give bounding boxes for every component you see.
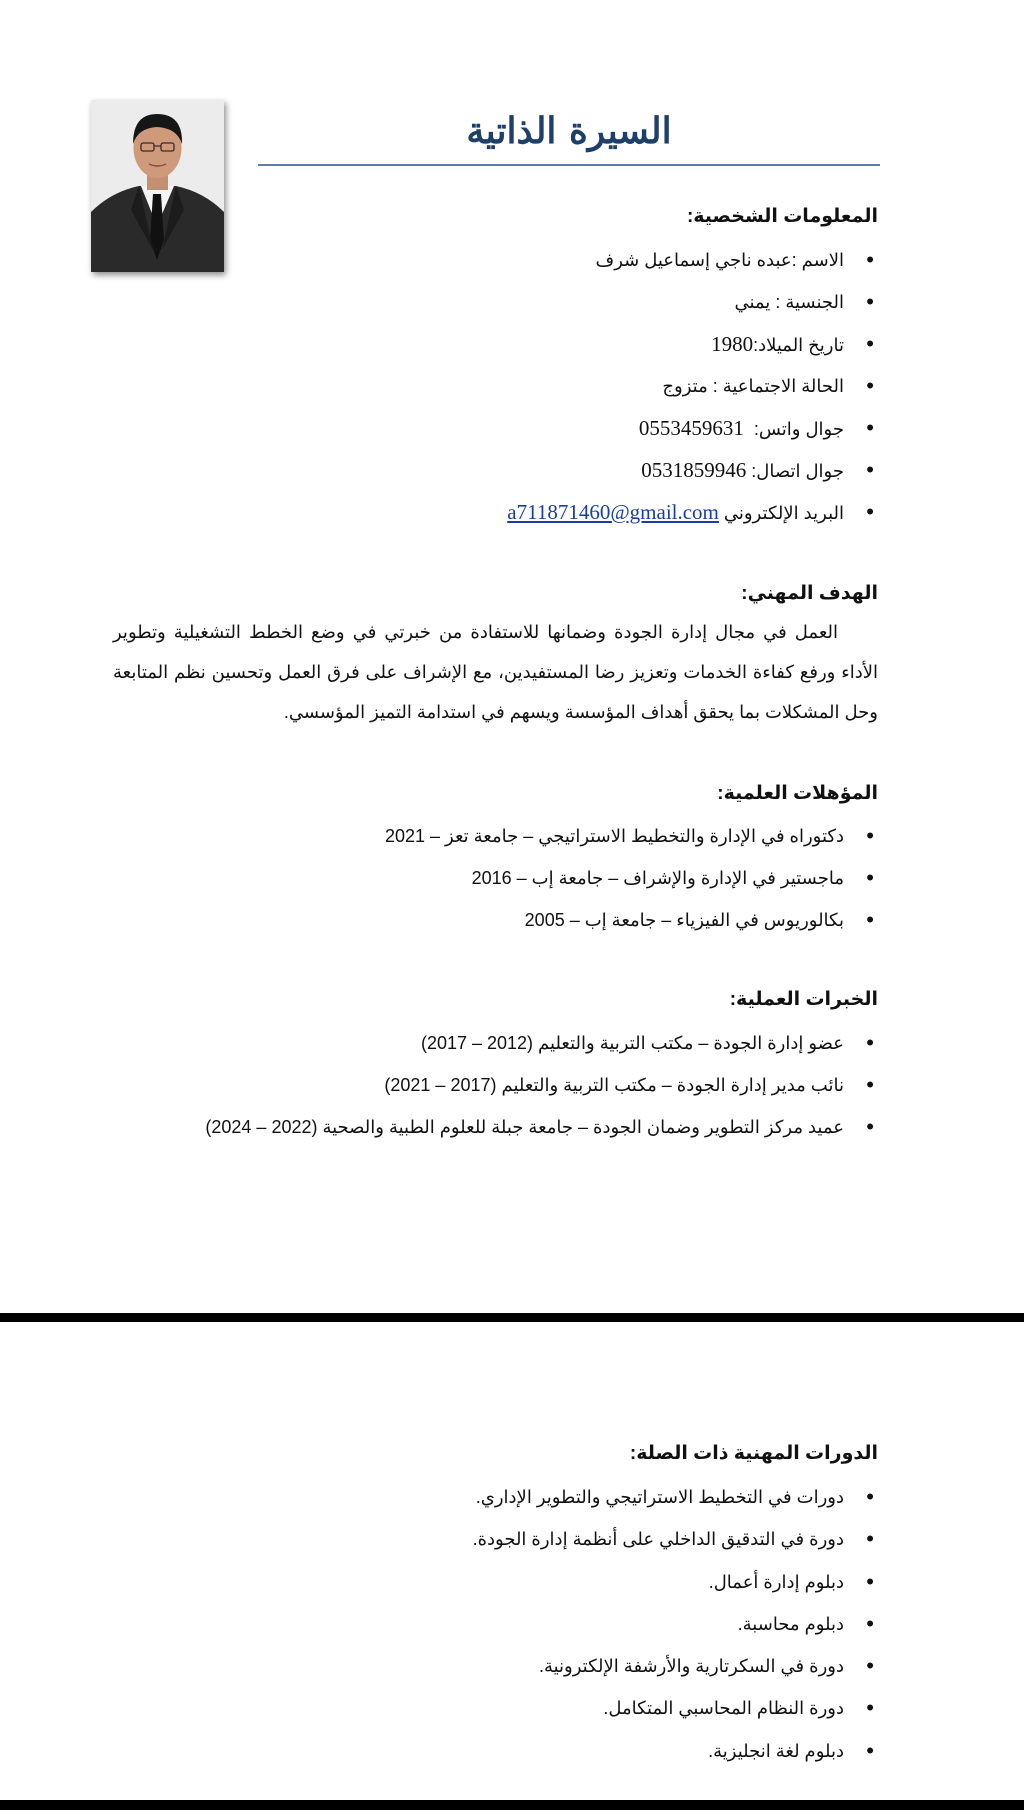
list-item: • دبلوم محاسبة. xyxy=(473,1603,878,1645)
list-item: • دورة في السكرتارية والأرشفة الإلكترونية. xyxy=(473,1645,878,1687)
qualifications-heading: المؤهلات العلمية: xyxy=(717,783,878,804)
list-item-phone: • جوال اتصال: 0531859946 xyxy=(507,449,878,491)
objective-text: العمل في مجال إدارة الجودة وضمانها للاستفادة من خبرتي في وضع الخطط التشغيلية وتطوير الأداء ورفع كفاءة الخدمات وتعزيز رضا المستفيدين، مع الإشراف على فرق العمل وتحسين نظم المتابعة وحل المشكلات بما يحقق أهداف المؤسسة ويسهم في استدامة التميز المؤسسي. xyxy=(113,622,878,722)
list-item: • دكتوراه في الإدارة والتخطيط الاستراتيجي – جامعة تعز – 2021 xyxy=(385,815,878,857)
whatsapp-number: 0553459631 xyxy=(638,416,744,440)
experience-heading: الخبرات العملية: xyxy=(729,989,878,1010)
profile-photo xyxy=(91,100,224,272)
list-item-name: • الاسم :عبده ناجي إسماعيل شرف xyxy=(507,239,878,281)
page-title: السيرة الذاتية xyxy=(258,100,880,166)
list-item: • دبلوم لغة انجليزية. xyxy=(473,1730,878,1772)
list-item: • عميد مركز التطوير وضمان الجودة – جامعة جبلة للعلوم الطبية والصحية (2022 – 2024) xyxy=(205,1106,878,1148)
list-item-marital: • الحالة الاجتماعية : متزوج xyxy=(507,365,878,407)
list-item-nationality: • الجنسية : يمني xyxy=(507,281,878,323)
list-item: • دورات في التخطيط الاستراتيجي والتطوير الإداري. xyxy=(473,1476,878,1518)
list-item-email: • البريد الإلكتروني a711871460@gmail.com xyxy=(507,491,878,533)
experience-list xyxy=(205,1022,878,1148)
cv-page-2 xyxy=(0,1322,1024,1800)
courses-list xyxy=(473,1476,878,1772)
list-item-whatsapp: • جوال واتس: 0553459631 xyxy=(507,407,878,449)
list-item: • دبلوم إدارة أعمال. xyxy=(473,1561,878,1603)
objective-heading: الهدف المهني: xyxy=(741,583,878,604)
list-item: • دورة النظام المحاسبي المتكامل. xyxy=(473,1687,878,1729)
list-item-birth: • تاريخ الميلاد:1980 xyxy=(507,323,878,365)
list-item: • عضو إدارة الجودة – مكتب التربية والتعليم (2012 – 2017) xyxy=(205,1022,878,1064)
list-item: • ماجستير في الإدارة والإشراف – جامعة إب – 2016 xyxy=(385,857,878,899)
page-separator xyxy=(0,1800,1024,1810)
list-item: • نائب مدير إدارة الجودة – مكتب التربية والتعليم (2017 – 2021) xyxy=(205,1064,878,1106)
list-item: • دورة في التدقيق الداخلي على أنظمة إدارة الجودة. xyxy=(473,1518,878,1560)
courses-heading: الدورات المهنية ذات الصلة: xyxy=(629,1443,878,1464)
birth-year: 1980 xyxy=(711,332,754,356)
page-separator xyxy=(0,1313,1024,1322)
list-item: • بكالوريوس في الفيزياء – جامعة إب – 2005 xyxy=(385,899,878,941)
personal-info-heading: المعلومات الشخصية: xyxy=(686,206,878,227)
personal-info-list xyxy=(507,239,878,533)
email-link[interactable]: a711871460@gmail.com xyxy=(507,500,719,524)
qualifications-list xyxy=(385,815,878,941)
phone-number: 0531859946 xyxy=(641,458,747,482)
